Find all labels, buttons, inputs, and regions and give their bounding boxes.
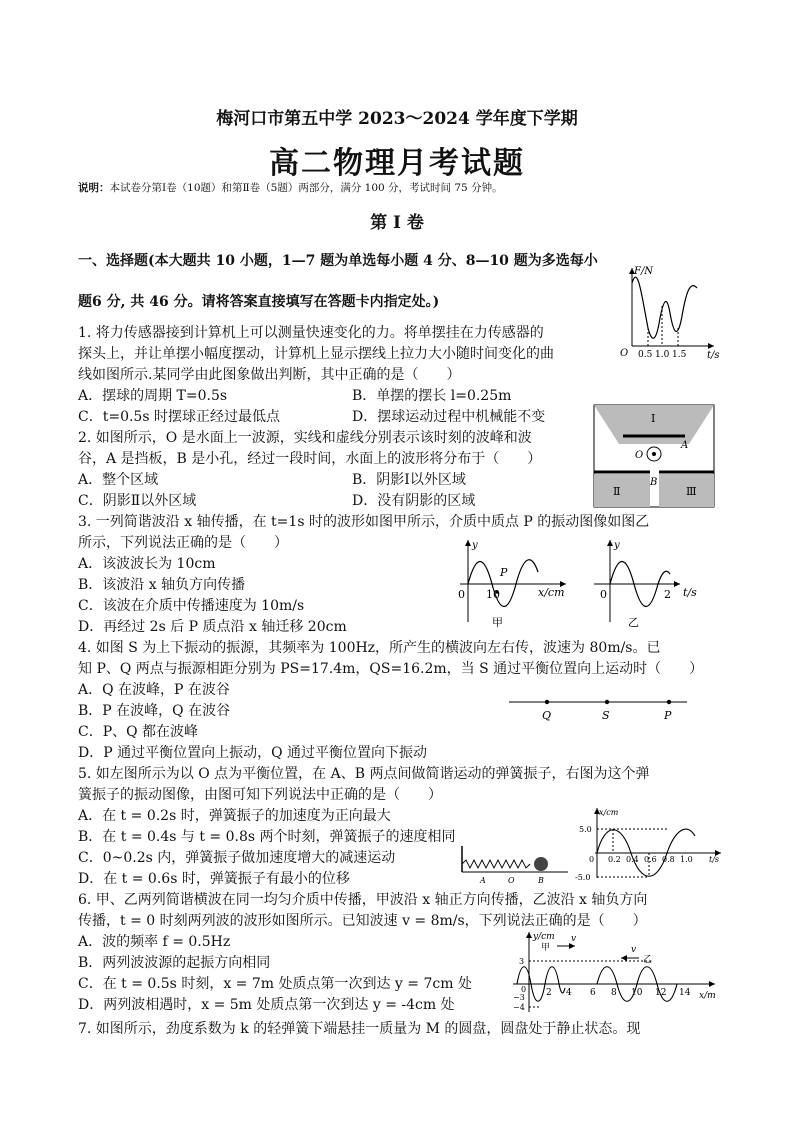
q6-tick: 14 [679,988,691,998]
q3-option-d: D．再经过 2s 后 P 质点沿 x 轴迁移 20cm [78,619,347,635]
note-text: 本试卷分第Ⅰ卷（10题）和第Ⅱ卷（5题）两部分，满分 100 分，考试时间 75 分钟。 [109,182,503,194]
q6-y3: 3 [519,957,525,966]
q5-graph-x: t/s [709,855,720,864]
q5-spring-oscillator-figure [458,842,573,884]
q1-x-label: t/s [707,350,720,361]
q3-yi-y: y [614,540,620,551]
q5-option-a: A．在 t = 0.2s 时，弹簧振子的加速度为正向最大 [78,808,391,824]
q4-option-b: B．P 在波峰，Q 在波谷 [78,703,231,719]
q3-option-b: B．该波沿 x 轴负方向传播 [78,577,246,593]
section1-line2: 题6 分, 共 46 分。请将答案直接填写在答题卡内指定处。) [78,294,440,310]
q6-option-b: B．两列波波源的起振方向相同 [78,955,271,971]
q2-option-b: B．阴影Ⅰ以外区域 [352,472,466,488]
q3-stem-line2: 所示，下列说法正确的是（ ） [78,535,288,551]
q6-v1: v [571,934,577,944]
q5-graph-tick: 0.8 [662,855,675,864]
q3-yi-caption: 乙 [628,616,639,629]
q6-tick: 2 [546,988,552,998]
q3-stem-line1: 3. 一列简谐波沿 x 轴传播，在 t=1s 时的波形如图甲所示，介质中质点 P 的振动图像如图乙 [78,514,650,530]
q5-vibration-graph [575,802,725,882]
q6-ym4: −4 [513,1003,525,1012]
q4-label-q: Q [542,709,552,722]
q6-stem-line1: 6. 甲、乙两列简谐横波在同一均匀介质中传播，甲波沿 x 轴正方向传播，乙波沿 x 轴负方向 [78,892,648,908]
q2-region-2: Ⅱ [613,485,621,498]
q5-graph-y: x/cm [599,808,619,817]
q2-region-3: Ⅲ [686,485,697,498]
exam-note [78,180,503,195]
q5-option-d: D．在 t = 0.6s 时，弹簧振子有最小的位移 [78,871,350,887]
q6-y-label: y/cm [533,932,555,942]
q1-tick: 1.0 [655,350,670,360]
q6-option-c: C．在 t = 0.5s 时刻，x = 7m 处质点第一次到达 y = 7cm 处 [78,976,472,992]
q1-stem-line2: 探头上，并让单摆小幅度摆动，计算机上显示摆线上拉力大小随时间变化的曲 [78,346,554,362]
q3-wave-graph-jia [440,532,580,632]
q5-graph-tick: 1.0 [680,855,693,864]
q1-option-b: B．单摆的摆长 l=0.25m [352,388,512,404]
q4-option-a: A．Q 在波峰，P 在波谷 [78,682,230,698]
section1-line1: 一、选择题(本大题共 10 小题，1—7 题为单选每小题 4 分、8—10 题为多选每小 [78,253,598,269]
q3-jia-origin: 0 [458,588,465,601]
q6-origin: 0 [521,985,527,994]
q5-label-b: B [538,876,544,884]
q3-jia-y: y [472,540,478,551]
q6-two-waves-figure [493,926,723,1016]
q6-ym3: −3 [513,993,525,1002]
q1-option-a: A．摆球的周期 T=0.5s [78,388,228,404]
q3-jia-tick: 10 [486,588,500,601]
q5-label-a: A [480,876,486,884]
q2-region-1: Ⅰ [651,412,656,425]
q5-stem-line2: 簧振子的振动图像，由图可知下列说法中正确的是（ ） [78,787,442,803]
q4-stem-line1: 4. 如图 S 为上下振动的振源，其频率为 100Hz，所产生的横波向左右传，波速为 80m/s。已 [78,640,661,656]
q3-jia-p: P [500,566,508,579]
q2-option-d: D．没有阴影的区域 [352,493,476,509]
exam-title: 高二物理月考试题 [269,146,525,181]
q1-y-label: F/N [634,266,654,277]
q1-option-c: C．t=0.5s 时摆球正经过最低点 [78,409,280,425]
q3-jia-caption: 甲 [492,616,503,629]
q1-tick: 1.5 [672,350,687,360]
q6-label-jia: 甲 [541,943,551,953]
q5-option-c: C．0~0.2s 内，弹簧振子做加速度增大的减速运动 [78,850,396,866]
q3-yi-origin: 0 [600,588,607,601]
q3-option-c: C．该波在介质中传播速度为 10m/s [78,598,305,614]
q3-yi-x: t/s [683,586,697,599]
q5-graph-tick: 0.6 [644,855,657,864]
q2-stem-line2: 谷，A 是挡板，B 是小孔，经过一段时间，水面上的波形将分布于（ ） [78,451,542,467]
q4-option-c: C．P、Q 都在波峰 [78,724,199,740]
q2-option-a: A．整个区域 [78,472,159,488]
volume-heading: 第 Ⅰ 卷 [370,213,424,233]
q3-jia-x: x/cm [538,586,565,599]
note-label: 说明： [78,182,110,194]
q4-label-s: S [602,709,610,722]
q6-tick: 8 [611,988,617,998]
q3-vibration-graph-yi [580,532,705,632]
q1-force-graph [612,258,722,362]
q5-graph-tick: 0.2 [608,855,621,864]
q5-graph-tick: 0.4 [626,855,639,864]
q6-option-a: A．波的频率 f = 0.5Hz [78,934,231,950]
q6-label-yi: 乙 [643,955,653,965]
q5-graph-bottom: -5.0 [575,873,591,882]
q4-line-figure [505,694,695,724]
q6-x-label: x/m [699,991,716,1001]
q5-label-o: O [508,876,515,884]
q5-graph-top: 5.0 [579,825,592,834]
q4-label-p: P [664,709,672,722]
q3-option-a: A．该波波长为 10cm [78,556,216,572]
q1-stem-line1: 1. 将力传感器接到计算机上可以测量快速变化的力。将单摆挂在力传感器的 [78,325,544,341]
q1-origin: O [620,348,629,359]
q6-tick: 10 [631,988,643,998]
q4-stem-line2: 知 P、Q 两点与振源相距分别为 PS=17.4m，QS=16.2m，当 S 通过平衡位置向上运动时（ ） [78,661,704,677]
q2-label-o: O [635,450,644,461]
q6-v2: v [631,945,637,955]
q7-stem-line1: 7. 如图所示，劲度系数为 k 的轻弹簧下端悬挂一质量为 M 的圆盘，圆盘处于静止状态。现 [78,1021,641,1037]
q2-wave-tank-figure [593,404,715,508]
q4-option-d: D．P 通过平衡位置向上振动，Q 通过平衡位置向下振动 [78,745,428,761]
q6-stem-line2: 传播，t = 0 时刻两列波的波形如图所示。已知波速 v = 8m/s，下列说法正确的是（ ） [78,913,647,929]
q3-yi-tick: 2 [664,588,671,601]
q6-option-d: D．两列波相遇时，x = 5m 处质点第一次到达 y = -4cm 处 [78,997,455,1013]
q5-graph-origin: 0 [589,855,595,864]
q2-option-c: C．阴影Ⅱ以外区域 [78,493,197,509]
q2-label-b: B [650,477,658,488]
q6-tick: 12 [655,988,667,998]
q5-stem-line1: 5. 如左图所示为以 O 点为平衡位置，在 A、B 两点间做简谐运动的弹簧振子，右图为这个弹 [78,766,650,782]
q2-stem-line1: 2. 如图所示，O 是水面上一波源，实线和虚线分别表示该时刻的波峰和波 [78,430,532,446]
q1-option-d: D．摆球运动过程中机械能不变 [352,409,546,425]
q1-tick: 0.5 [638,350,653,360]
q2-label-a: A [681,440,689,451]
school-title: 梅河口市第五中学 2023～2024 学年度下学期 [216,109,578,129]
q6-tick: 6 [590,988,596,998]
q6-tick: 4 [566,988,572,998]
q5-option-b: B．在 t = 0.4s 与 t = 0.8s 两个时刻，弹簧振子的速度相同 [78,829,456,845]
q1-stem-line3: 线如图所示.某同学由此图象做出判断，其中正确的是（ ） [78,367,461,383]
